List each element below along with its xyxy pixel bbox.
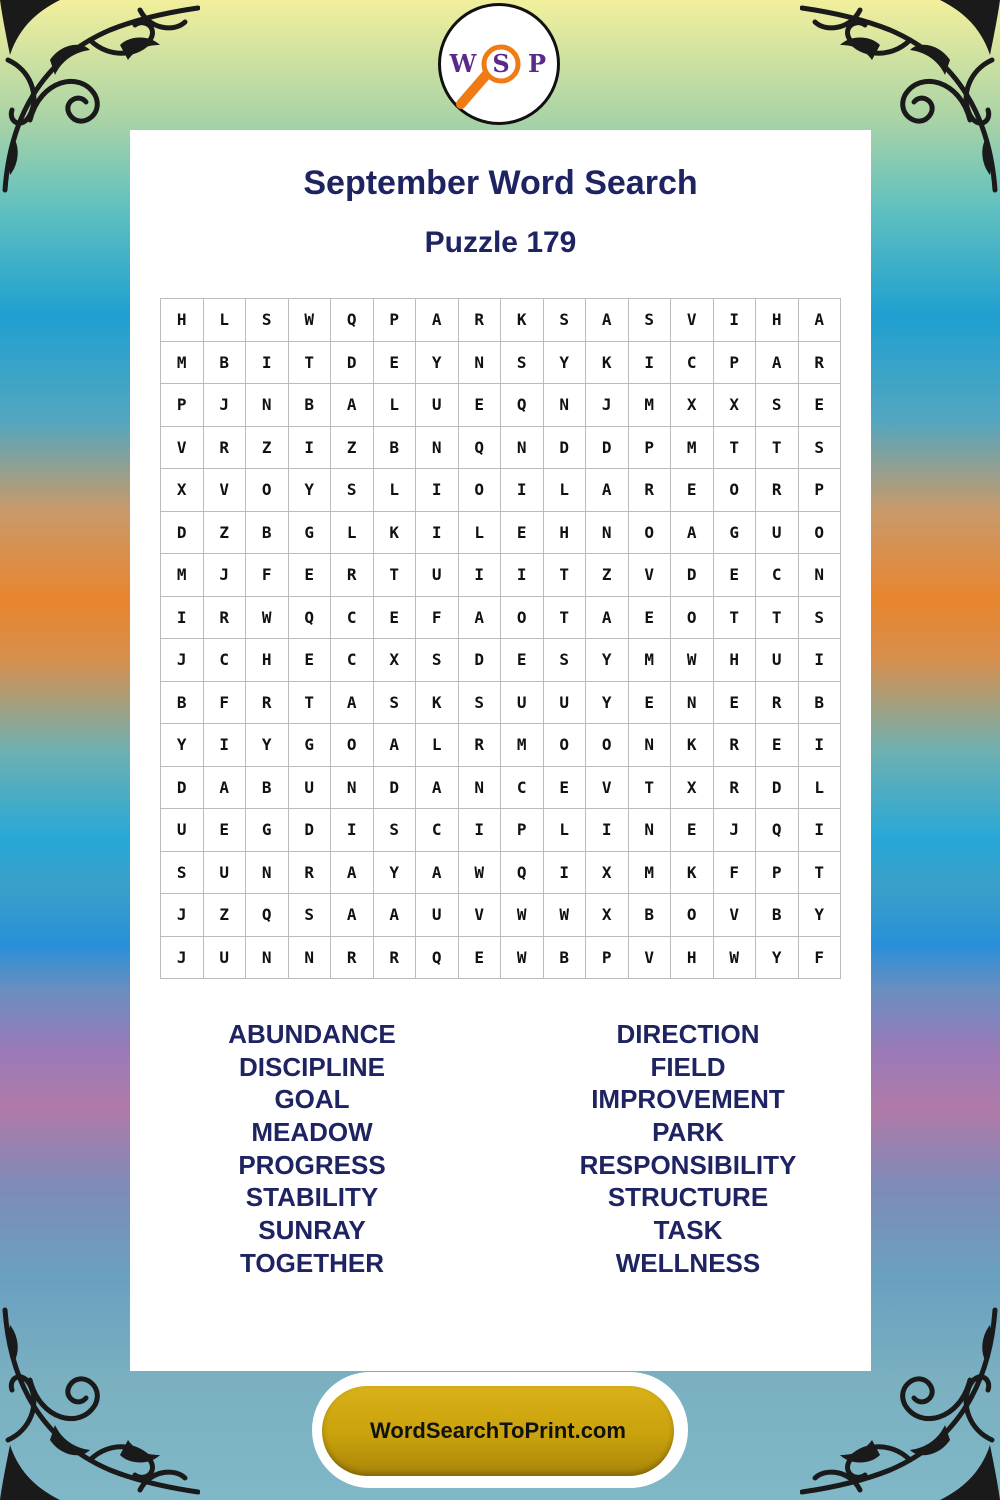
grid-cell[interactable]: X [671, 384, 714, 427]
word-list-item: TOGETHER [240, 1247, 384, 1278]
grid-cell[interactable]: X [586, 852, 629, 895]
grid-cell[interactable]: X [586, 894, 629, 937]
grid-cell[interactable]: R [459, 724, 502, 767]
grid-cell[interactable]: J [161, 894, 204, 937]
grid-cell[interactable]: A [586, 597, 629, 640]
grid-cell[interactable]: Z [586, 554, 629, 597]
grid-cell[interactable]: N [629, 724, 672, 767]
word-list-item: PARK [652, 1117, 724, 1148]
grid-cell[interactable]: J [586, 384, 629, 427]
grid-cell[interactable]: E [204, 809, 247, 852]
grid-cell[interactable]: Y [246, 724, 289, 767]
grid-cell[interactable]: L [374, 469, 417, 512]
grid-cell[interactable]: E [459, 384, 502, 427]
grid-cell[interactable]: I [586, 809, 629, 852]
grid-cell[interactable]: O [544, 724, 587, 767]
grid-cell[interactable]: E [756, 724, 799, 767]
grid-cell[interactable]: W [289, 299, 332, 342]
grid-cell[interactable]: N [586, 512, 629, 555]
grid-cell[interactable]: D [374, 767, 417, 810]
grid-cell[interactable]: B [204, 342, 247, 385]
grid-cell[interactable]: Q [501, 852, 544, 895]
grid-cell[interactable]: P [799, 469, 842, 512]
grid-cell[interactable]: T [544, 597, 587, 640]
grid-cell[interactable]: A [331, 384, 374, 427]
grid-cell[interactable]: R [799, 342, 842, 385]
grid-cell[interactable]: K [501, 299, 544, 342]
grid-cell[interactable]: B [246, 512, 289, 555]
grid-cell[interactable]: A [204, 767, 247, 810]
grid-cell[interactable]: A [799, 299, 842, 342]
grid-cell[interactable]: H [544, 512, 587, 555]
grid-cell[interactable]: N [246, 937, 289, 980]
grid-cell[interactable]: I [799, 809, 842, 852]
word-list-item: PROGRESS [238, 1149, 386, 1180]
word-list-item: ABUNDANCE [228, 1019, 396, 1049]
logo-letter-s: S [492, 49, 510, 78]
grid-cell[interactable]: N [629, 809, 672, 852]
grid-cell[interactable]: C [501, 767, 544, 810]
grid-cell[interactable]: N [416, 427, 459, 470]
grid-cell[interactable]: P [501, 809, 544, 852]
grid-cell[interactable]: I [289, 427, 332, 470]
grid-cell[interactable]: S [374, 809, 417, 852]
grid-cell[interactable]: L [374, 384, 417, 427]
grid-cell[interactable]: S [799, 427, 842, 470]
grid-cell[interactable]: A [586, 299, 629, 342]
grid-cell[interactable]: N [459, 342, 502, 385]
grid-cell[interactable]: A [331, 682, 374, 725]
grid-cell[interactable]: U [289, 767, 332, 810]
grid-cell[interactable]: A [459, 597, 502, 640]
grid-cell[interactable]: B [756, 894, 799, 937]
grid-cell[interactable]: G [289, 512, 332, 555]
grid-cell[interactable]: W [714, 937, 757, 980]
grid-cell[interactable]: D [756, 767, 799, 810]
grid-cell[interactable]: T [799, 852, 842, 895]
grid-cell[interactable]: Y [161, 724, 204, 767]
grid-cell[interactable]: O [629, 512, 672, 555]
grid-cell[interactable]: E [799, 384, 842, 427]
grid-cell[interactable]: M [671, 427, 714, 470]
grid-cell[interactable]: M [161, 342, 204, 385]
grid-cell[interactable]: X [161, 469, 204, 512]
grid-cell[interactable]: X [374, 639, 417, 682]
grid-cell[interactable]: Z [204, 512, 247, 555]
grid-cell[interactable]: B [374, 427, 417, 470]
grid-cell[interactable]: S [544, 299, 587, 342]
grid-cell[interactable]: S [459, 682, 502, 725]
grid-cell[interactable]: V [671, 299, 714, 342]
grid-cell[interactable]: E [671, 469, 714, 512]
grid-cell[interactable]: Q [501, 384, 544, 427]
grid-cell[interactable]: N [246, 384, 289, 427]
grid-cell[interactable]: N [544, 384, 587, 427]
word-list-item: DISCIPLINE [239, 1051, 385, 1082]
grid-cell[interactable]: N [501, 427, 544, 470]
grid-cell[interactable]: D [289, 809, 332, 852]
grid-cell[interactable]: Z [246, 427, 289, 470]
word-list-item: DIRECTION [616, 1019, 760, 1049]
grid-cell[interactable]: V [714, 894, 757, 937]
grid-cell[interactable]: R [756, 682, 799, 725]
grid-cell[interactable]: U [161, 809, 204, 852]
grid-cell[interactable]: D [671, 554, 714, 597]
grid-cell[interactable]: E [289, 554, 332, 597]
grid-cell[interactable]: S [161, 852, 204, 895]
grid-cell[interactable]: C [204, 639, 247, 682]
grid-cell[interactable]: W [246, 597, 289, 640]
grid-cell[interactable]: E [629, 682, 672, 725]
grid-cell[interactable]: C [331, 639, 374, 682]
grid-cell[interactable]: O [714, 469, 757, 512]
word-list-left [127, 1018, 497, 1280]
grid-cell[interactable]: B [161, 682, 204, 725]
grid-cell[interactable]: A [331, 852, 374, 895]
word-list-item: IMPROVEMENT [591, 1084, 785, 1115]
grid-cell[interactable]: J [161, 937, 204, 980]
grid-cell[interactable]: A [331, 894, 374, 937]
footer-badge [312, 1372, 688, 1488]
grid-cell[interactable]: E [501, 512, 544, 555]
grid-cell[interactable]: O [799, 512, 842, 555]
grid-cell[interactable]: M [161, 554, 204, 597]
grid-cell[interactable]: P [586, 937, 629, 980]
grid-cell[interactable]: E [374, 342, 417, 385]
grid-cell[interactable]: O [246, 469, 289, 512]
grid-cell[interactable]: F [416, 597, 459, 640]
grid-cell[interactable]: H [161, 299, 204, 342]
grid-cell[interactable]: P [161, 384, 204, 427]
grid-cell[interactable]: L [416, 724, 459, 767]
grid-cell[interactable]: O [671, 894, 714, 937]
grid-cell[interactable]: I [501, 469, 544, 512]
grid-cell[interactable]: J [204, 554, 247, 597]
grid-cell[interactable]: S [416, 639, 459, 682]
grid-cell[interactable]: H [246, 639, 289, 682]
grid-cell[interactable]: W [501, 937, 544, 980]
grid-cell[interactable]: V [204, 469, 247, 512]
grid-cell[interactable]: N [289, 937, 332, 980]
grid-cell[interactable]: H [714, 639, 757, 682]
grid-cell[interactable]: U [501, 682, 544, 725]
grid-cell[interactable]: T [374, 554, 417, 597]
word-list-item: FIELD [650, 1051, 726, 1082]
grid-cell[interactable]: E [374, 597, 417, 640]
grid-cell[interactable]: Q [459, 427, 502, 470]
grid-cell[interactable]: T [756, 427, 799, 470]
grid-cell[interactable]: L [459, 512, 502, 555]
grid-cell[interactable]: A [671, 512, 714, 555]
grid-cell[interactable]: R [246, 682, 289, 725]
grid-cell[interactable]: D [586, 427, 629, 470]
grid-cell[interactable]: A [416, 299, 459, 342]
puzzle-card [130, 130, 871, 1371]
grid-cell[interactable]: S [289, 894, 332, 937]
grid-cell[interactable]: T [629, 767, 672, 810]
wsp-logo[interactable] [438, 3, 560, 125]
grid-cell[interactable]: M [501, 724, 544, 767]
grid-cell[interactable]: H [671, 937, 714, 980]
grid-cell[interactable]: S [246, 299, 289, 342]
grid-cell[interactable]: Q [756, 809, 799, 852]
grid-cell[interactable]: F [246, 554, 289, 597]
grid-cell[interactable]: Y [756, 937, 799, 980]
grid-cell[interactable]: I [459, 554, 502, 597]
grid-cell[interactable]: R [204, 597, 247, 640]
grid-cell[interactable]: Y [289, 469, 332, 512]
grid-cell[interactable]: Q [246, 894, 289, 937]
grid-cell[interactable]: P [714, 342, 757, 385]
grid-cell[interactable]: D [544, 427, 587, 470]
grid-cell[interactable]: J [161, 639, 204, 682]
grid-cell[interactable]: E [544, 767, 587, 810]
grid-cell[interactable]: I [714, 299, 757, 342]
grid-cell[interactable]: U [204, 937, 247, 980]
grid-cell[interactable]: R [289, 852, 332, 895]
grid-cell[interactable]: K [374, 512, 417, 555]
grid-cell[interactable]: Q [416, 937, 459, 980]
grid-cell[interactable]: L [544, 469, 587, 512]
grid-cell[interactable]: I [629, 342, 672, 385]
grid-cell[interactable]: A [374, 894, 417, 937]
grid-cell[interactable]: A [374, 724, 417, 767]
grid-cell[interactable]: C [756, 554, 799, 597]
grid-cell[interactable]: N [799, 554, 842, 597]
grid-cell[interactable]: D [331, 342, 374, 385]
grid-cell[interactable]: V [459, 894, 502, 937]
grid-cell[interactable]: D [161, 767, 204, 810]
site-name: WordSearchToPrint.com [370, 1418, 626, 1443]
word-list-item: RESPONSIBILITY [579, 1149, 797, 1180]
grid-cell[interactable]: I [331, 809, 374, 852]
grid-cell[interactable]: G [246, 809, 289, 852]
grid-cell[interactable]: E [714, 682, 757, 725]
grid-cell[interactable]: M [629, 384, 672, 427]
grid-cell[interactable]: B [799, 682, 842, 725]
word-list-item: STABILITY [245, 1182, 379, 1213]
grid-cell[interactable]: B [289, 384, 332, 427]
grid-cell[interactable]: U [416, 384, 459, 427]
grid-cell[interactable]: K [416, 682, 459, 725]
grid-cell[interactable]: C [416, 809, 459, 852]
grid-cell[interactable]: L [544, 809, 587, 852]
grid-cell[interactable]: Y [586, 639, 629, 682]
grid-cell[interactable]: P [374, 299, 417, 342]
grid-cell[interactable]: E [501, 639, 544, 682]
grid-cell[interactable]: G [714, 512, 757, 555]
word-list-item: STRUCTURE [607, 1182, 769, 1213]
grid-cell[interactable]: N [331, 767, 374, 810]
grid-cell[interactable]: R [331, 554, 374, 597]
grid-cell[interactable]: R [629, 469, 672, 512]
grid-cell[interactable]: R [331, 937, 374, 980]
grid-cell[interactable]: S [629, 299, 672, 342]
grid-cell[interactable]: T [544, 554, 587, 597]
grid-cell[interactable]: K [671, 852, 714, 895]
grid-cell[interactable]: T [714, 427, 757, 470]
grid-cell[interactable]: S [374, 682, 417, 725]
grid-cell[interactable]: W [544, 894, 587, 937]
grid-cell[interactable]: O [331, 724, 374, 767]
grid-cell[interactable]: R [714, 724, 757, 767]
grid-cell[interactable]: C [671, 342, 714, 385]
grid-cell[interactable]: G [289, 724, 332, 767]
grid-cell[interactable]: W [501, 894, 544, 937]
grid-cell[interactable]: K [671, 724, 714, 767]
grid-cell[interactable]: E [671, 809, 714, 852]
grid-cell[interactable]: S [756, 384, 799, 427]
grid-cell[interactable]: O [671, 597, 714, 640]
grid-cell[interactable]: D [459, 639, 502, 682]
grid-cell[interactable]: S [799, 597, 842, 640]
grid-cell[interactable]: B [544, 937, 587, 980]
grid-cell[interactable]: K [586, 342, 629, 385]
grid-cell[interactable]: B [629, 894, 672, 937]
grid-cell[interactable]: I [799, 724, 842, 767]
grid-cell[interactable]: P [756, 852, 799, 895]
grid-cell[interactable]: S [501, 342, 544, 385]
letter-grid[interactable] [160, 298, 841, 979]
site-link-button[interactable] [322, 1386, 674, 1476]
grid-cell[interactable]: N [671, 682, 714, 725]
grid-cell[interactable]: E [629, 597, 672, 640]
grid-cell[interactable]: I [459, 809, 502, 852]
grid-cell[interactable]: Y [416, 342, 459, 385]
grid-cell[interactable]: V [161, 427, 204, 470]
grid-cell[interactable]: D [161, 512, 204, 555]
grid-cell[interactable]: O [586, 724, 629, 767]
grid-cell[interactable]: Q [331, 299, 374, 342]
grid-cell[interactable]: Y [544, 342, 587, 385]
grid-cell[interactable]: I [544, 852, 587, 895]
logo-letter-p: P [527, 49, 547, 78]
grid-cell[interactable]: J [714, 809, 757, 852]
grid-cell[interactable]: H [756, 299, 799, 342]
grid-cell[interactable]: T [756, 597, 799, 640]
grid-cell[interactable]: R [204, 427, 247, 470]
grid-cell[interactable]: F [714, 852, 757, 895]
grid-cell[interactable]: T [289, 342, 332, 385]
word-list-item: TASK [653, 1215, 723, 1246]
grid-cell[interactable]: Z [204, 894, 247, 937]
grid-cell[interactable]: V [586, 767, 629, 810]
grid-cell[interactable]: U [544, 682, 587, 725]
grid-cell[interactable]: I [161, 597, 204, 640]
grid-cell[interactable]: U [756, 639, 799, 682]
grid-cell[interactable]: R [756, 469, 799, 512]
grid-cell[interactable]: U [204, 852, 247, 895]
grid-cell[interactable]: U [416, 894, 459, 937]
puzzle-number: Puzzle 179 [424, 226, 577, 259]
grid-cell[interactable]: C [331, 597, 374, 640]
grid-cell[interactable]: U [416, 554, 459, 597]
grid-cell[interactable]: M [629, 852, 672, 895]
grid-cell[interactable]: V [629, 554, 672, 597]
grid-cell[interactable]: R [459, 299, 502, 342]
grid-cell[interactable]: L [204, 299, 247, 342]
grid-cell[interactable]: P [629, 427, 672, 470]
grid-cell[interactable]: I [501, 554, 544, 597]
grid-cell[interactable]: T [714, 597, 757, 640]
grid-cell[interactable]: A [416, 852, 459, 895]
grid-cell[interactable]: X [671, 767, 714, 810]
grid-cell[interactable]: Y [374, 852, 417, 895]
grid-cell[interactable]: I [204, 724, 247, 767]
grid-cell[interactable]: J [204, 384, 247, 427]
grid-cell[interactable]: U [756, 512, 799, 555]
word-list-item: WELLNESS [615, 1247, 761, 1278]
grid-cell[interactable]: Z [331, 427, 374, 470]
page-title: September Word Search [303, 164, 698, 202]
grid-cell[interactable]: F [204, 682, 247, 725]
grid-cell[interactable]: S [331, 469, 374, 512]
grid-cell[interactable]: A [416, 767, 459, 810]
grid-cell[interactable]: R [374, 937, 417, 980]
grid-cell[interactable]: T [289, 682, 332, 725]
grid-cell[interactable]: B [246, 767, 289, 810]
grid-cell[interactable]: N [459, 767, 502, 810]
grid-cell[interactable]: I [416, 512, 459, 555]
grid-cell[interactable]: Y [799, 894, 842, 937]
grid-cell[interactable]: S [544, 639, 587, 682]
grid-cell[interactable]: F [799, 937, 842, 980]
grid-cell[interactable]: W [459, 852, 502, 895]
grid-cell[interactable]: I [799, 639, 842, 682]
grid-cell[interactable]: E [459, 937, 502, 980]
word-list-item: GOAL [274, 1084, 350, 1115]
grid-cell[interactable]: M [629, 639, 672, 682]
grid-cell[interactable]: I [246, 342, 289, 385]
grid-cell[interactable]: X [714, 384, 757, 427]
grid-cell[interactable]: O [501, 597, 544, 640]
grid-cell[interactable]: L [331, 512, 374, 555]
word-list-right [503, 1018, 873, 1280]
word-list-item: SUNRAY [258, 1215, 366, 1246]
grid-cell[interactable]: E [714, 554, 757, 597]
magnifier-handle [461, 74, 487, 104]
logo-letter-w: W [449, 49, 477, 78]
grid-cell[interactable]: N [246, 852, 289, 895]
grid-cell[interactable]: O [459, 469, 502, 512]
grid-cell[interactable]: L [799, 767, 842, 810]
grid-cell[interactable]: Y [586, 682, 629, 725]
grid-cell[interactable]: A [756, 342, 799, 385]
grid-cell[interactable]: E [289, 639, 332, 682]
grid-cell[interactable]: V [629, 937, 672, 980]
grid-cell[interactable]: I [416, 469, 459, 512]
grid-cell[interactable]: W [671, 639, 714, 682]
word-list-item: MEADOW [251, 1117, 373, 1148]
grid-cell[interactable]: Q [289, 597, 332, 640]
grid-cell[interactable]: A [586, 469, 629, 512]
grid-cell[interactable]: R [714, 767, 757, 810]
